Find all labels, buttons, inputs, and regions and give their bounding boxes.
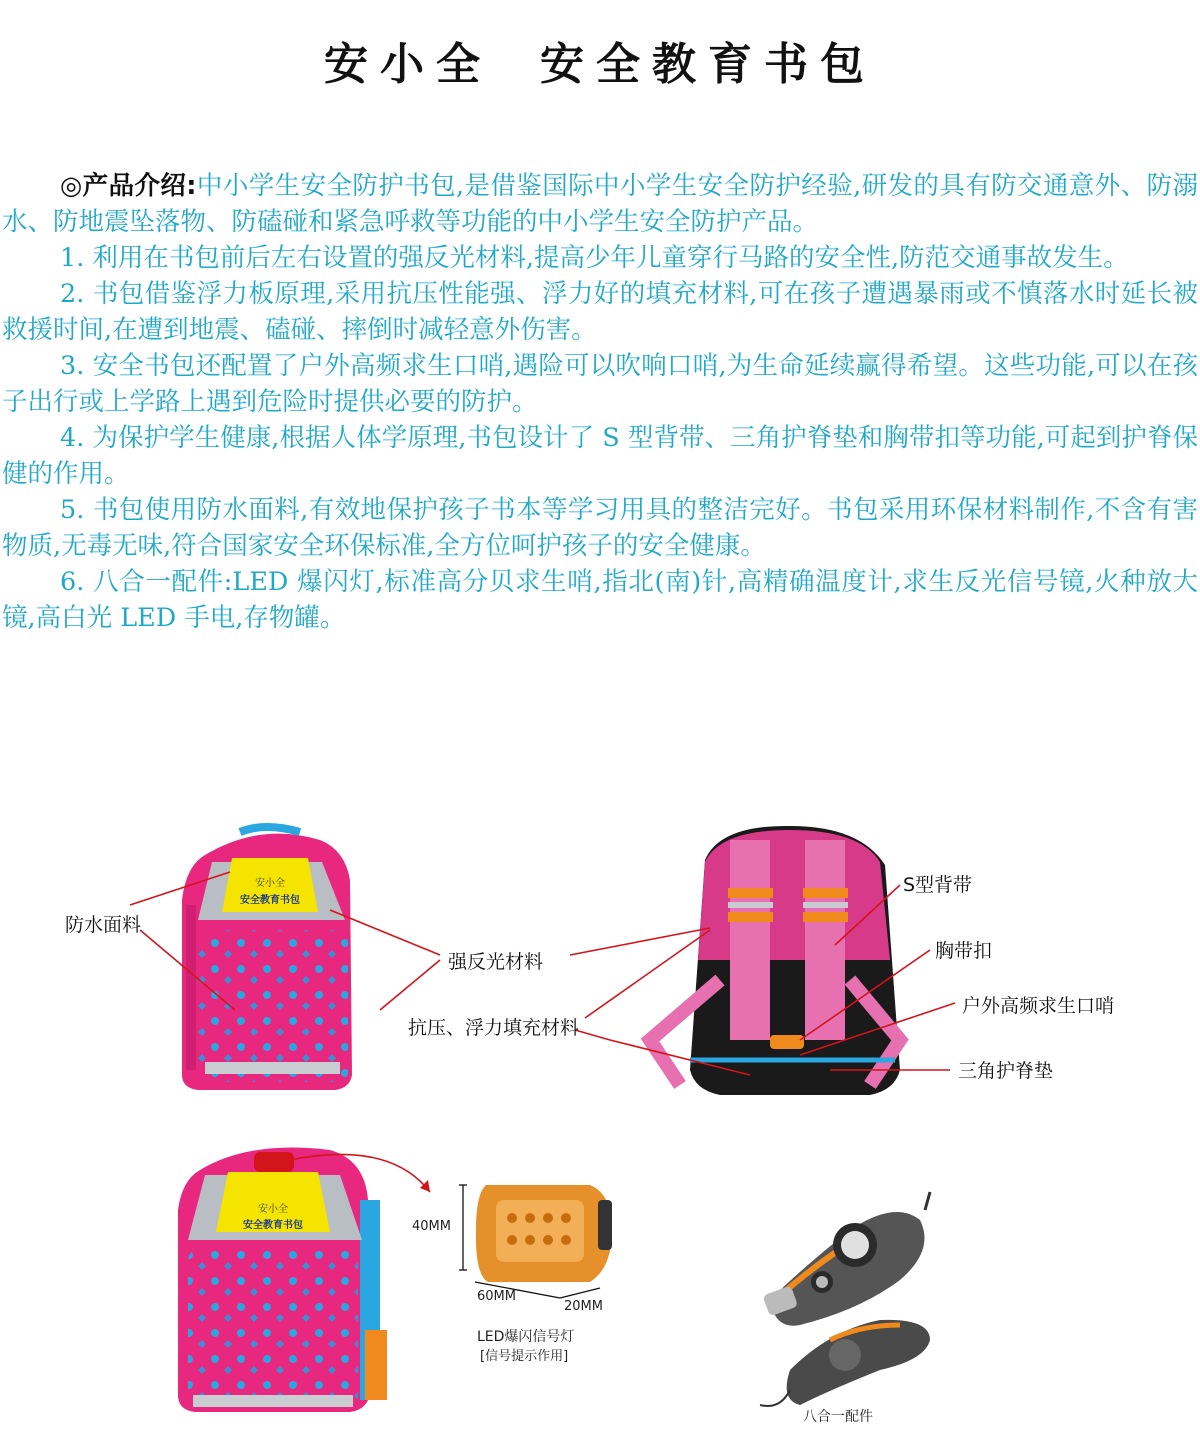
- brand-name: 安小全: [324, 39, 492, 90]
- badge-name: 安全教育书包: [243, 1220, 303, 1231]
- callout-whistle: 户外高频求生口哨: [962, 995, 1115, 1017]
- badge-name: 安全教育书包: [240, 895, 300, 906]
- callout-reflective-material: 强反光材料: [448, 951, 544, 973]
- led-depth-label: 20MM: [564, 1299, 603, 1314]
- feature-point: 4. 为保护学生健康,根据人体学原理,书包设计了 S 型背带、三角护脊垫和胸带扣等功能,可起到护脊保健的作用。: [2, 423, 1198, 489]
- callout-s-strap: S型背带: [903, 874, 973, 896]
- led-width-label: 60MM: [477, 1289, 516, 1304]
- badge-brand: 安小全: [255, 878, 285, 889]
- front-backpack-image: [182, 827, 352, 1090]
- callout-waterproof-fabric: 防水面料: [65, 914, 142, 936]
- led-caption-sub: [信号提示作用]: [480, 1349, 569, 1364]
- callout-buoyant-filling: 抗压、浮力填充材料: [408, 1017, 580, 1039]
- callout-chest-buckle: 胸带扣: [935, 940, 993, 962]
- back-backpack-image: [650, 826, 900, 1095]
- led-height-label: 40MM: [412, 1219, 451, 1234]
- accessory-caption: 八合一配件: [803, 1409, 873, 1425]
- feature-point: 1. 利用在书包前后左右设置的强反光材料,提高少年儿童穿行马路的安全性,防范交通事故发生。: [60, 243, 1129, 273]
- feature-point: 2. 书包借鉴浮力板原理,采用抗压性能强、浮力好的填充材料,可在孩子遭遇暴雨或不慎落水时延长被救援时间,在遭到地震、磕碰、摔倒时减轻意外伤害。: [2, 279, 1198, 345]
- feature-point: 6. 八合一配件:LED 爆闪灯,标准高分贝求生哨,指北(南)针,高精确温度计,求生反光信号镜,火种放大镜,高白光 LED 手电,存物罐。: [2, 567, 1198, 633]
- product-name: 安全教育书包: [540, 39, 876, 90]
- feature-point: 5. 书包使用防水面料,有效地保护孩子书本等学习用具的整洁完好。书包采用环保材料制作,不含有害物质,无毒无味,符合国家安全环保标准,全方位呵护孩子的安全健康。: [2, 495, 1198, 561]
- callout-spine-pad: 三角护脊垫: [958, 1060, 1054, 1082]
- led-caption: LED爆闪信号灯: [477, 1329, 575, 1345]
- intro-text: 中小学生安全防护书包,是借鉴国际中小学生安全防护经验,研发的具有防交通意外、防溺水、防地震坠落物、防磕碰和紧急呼救等功能的中小学生安全防护产品。: [2, 171, 1199, 237]
- intro-lead: ◎产品介绍:: [60, 171, 197, 201]
- badge-brand: 安小全: [258, 1204, 288, 1215]
- feature-point: 3. 安全书包还配置了户外高频求生口哨,遇险可以吹响口哨,为生命延续赢得希望。这些功能,可以在孩子出行或上学路上遇到危险时提供必要的防护。: [2, 351, 1198, 417]
- side-backpack-image: [178, 1148, 387, 1413]
- accessory-set-image: [760, 1192, 930, 1406]
